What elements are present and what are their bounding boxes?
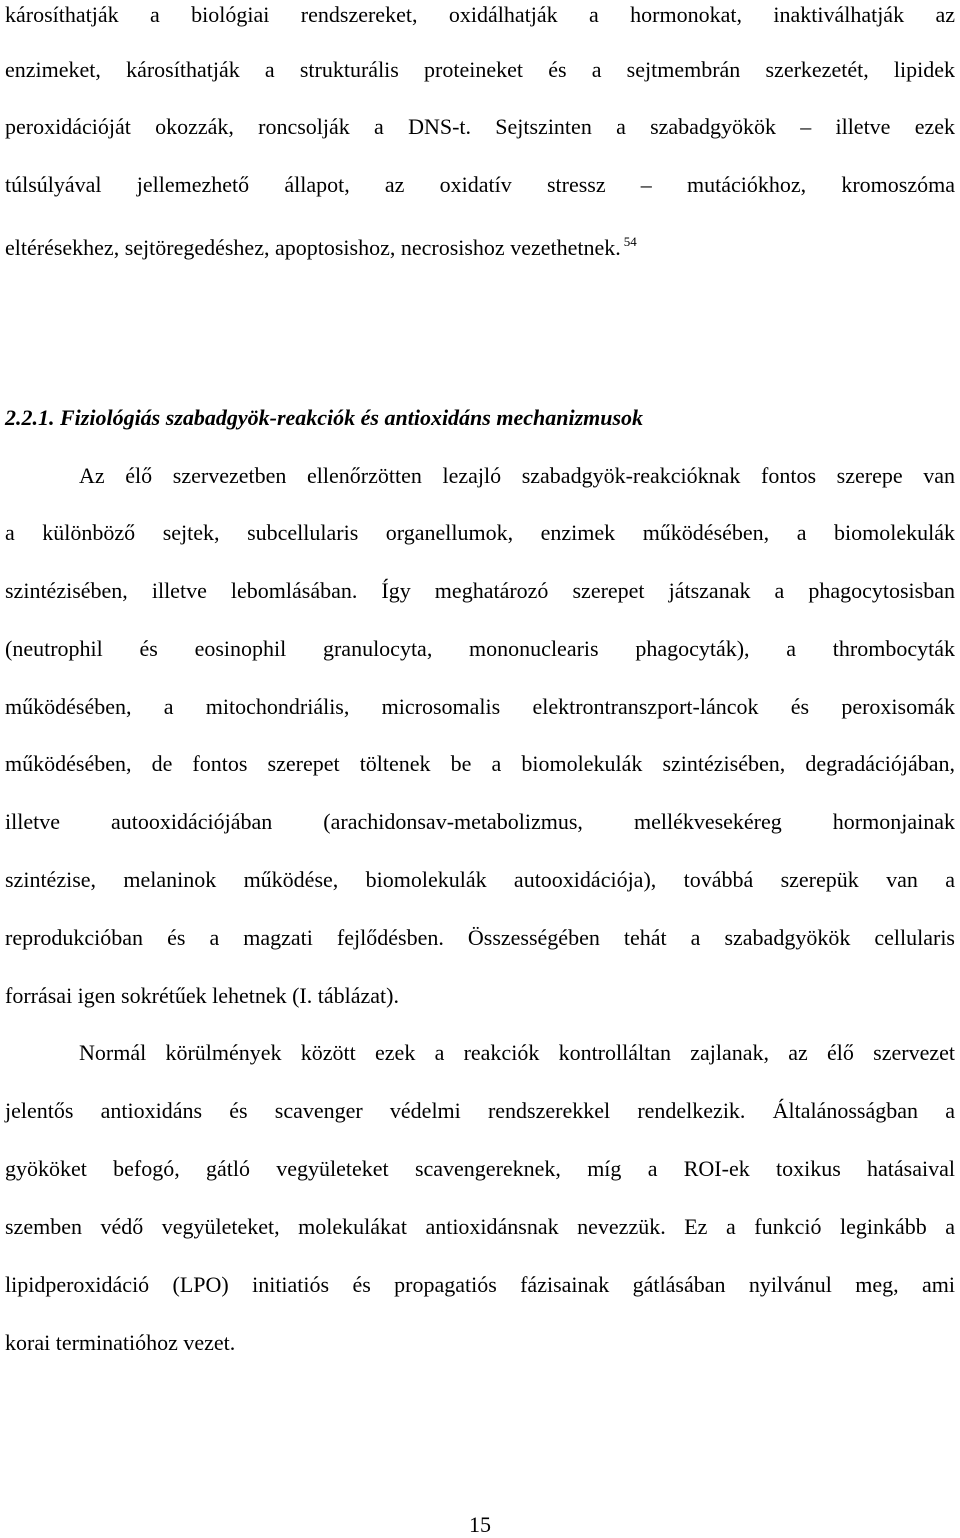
page-number: 15	[469, 1512, 491, 1537]
paragraph2-line-1: Az élő szervezetben ellenőrzötten lezajló szabadgyök-reakcióknak fontos szerepe van	[79, 463, 955, 488]
paragraph1-line-4: túlsúlyával jellemezhető állapot, az oxidatív stressz – mutációkhoz, kromoszóma	[5, 172, 955, 197]
paragraph2-line-4: (neutrophil és eosinophil granulocyta, mononuclearis phagocyták), a thrombocyták	[5, 636, 955, 661]
paragraph2-line-7: illetve autooxidációjában (arachidonsav-metabolizmus, mellékvesekéreg hormonjainak	[5, 809, 955, 834]
paragraph3-line-1: Normál körülmények között ezek a reakciók kontrolláltan zajlanak, az élő szervezet	[79, 1040, 955, 1065]
paragraph2-line-6: működésében, de fontos szerepet töltenek be a biomolekulák szintézisében, degradációjában,	[5, 751, 955, 776]
paragraph1-line-1: károsíthatják a biológiai rendszereket, oxidálhatják a hormonokat, inaktiválhatják az	[5, 2, 955, 27]
paragraph1-line-2: enzimeket, károsíthatják a strukturális proteineket és a sejtmembrán szerkezetét, lipidek	[5, 57, 955, 82]
paragraph3-line-3: gyököket befogó, gátló vegyületeket scavengereknek, míg a ROI-ek toxikus hatásaival	[5, 1156, 955, 1181]
paragraph3-line-2: jelentős antioxidáns és scavenger védelmi rendszerekkel rendelkezik. Általánosságban a	[5, 1098, 955, 1123]
paragraph2-line-3: szintézisében, illetve lebomlásában. Így meghatározó szerepet játszanak a phagocytosisban	[5, 578, 955, 603]
paragraph1-line-3: peroxidációját okozzák, roncsolják a DNS-t. Sejtszinten a szabadgyökök – illetve ezek	[5, 114, 955, 139]
section-heading: 2.2.1. Fiziológiás szabadgyök-reakciók és antioxidáns mechanizmusok	[5, 405, 644, 430]
paragraph1-line-5	[5, 227, 955, 263]
paragraph2-line-2: a különböző sejtek, subcellularis organellumok, enzimek működésében, a biomolekulák	[5, 520, 955, 545]
paragraph1-line-5-text: eltérésekhez, sejtöregedéshez, apoptosishoz, necrosishoz vezethetnek.	[5, 235, 621, 260]
paragraph2-line-8: szintézise, melaninok működése, biomolekulák autooxidációja), továbbá szerepük van a	[5, 867, 955, 892]
footnote-reference: 54	[623, 234, 637, 249]
paragraph3-line-6: korai terminatióhoz vezet.	[5, 1330, 236, 1355]
paragraph2-line-5: működésében, a mitochondriális, microsomalis elektrontranszport-láncok és peroxisomák	[5, 694, 955, 719]
paragraph2-line-10: forrásai igen sokrétűek lehetnek (I. táblázat).	[5, 983, 399, 1008]
paragraph3-line-5: lipidperoxidáció (LPO) initiatiós és propagatiós fázisainak gátlásában nyilvánul meg, ami	[5, 1272, 955, 1297]
paragraph3-line-4: szemben védő vegyületeket, molekulákat antioxidánsnak nevezzük. Ez a funkció leginkább a	[5, 1214, 955, 1239]
paragraph2-line-9: reprodukcióban és a magzati fejlődésben. Összességében tehát a szabadgyökök cellularis	[5, 925, 955, 950]
